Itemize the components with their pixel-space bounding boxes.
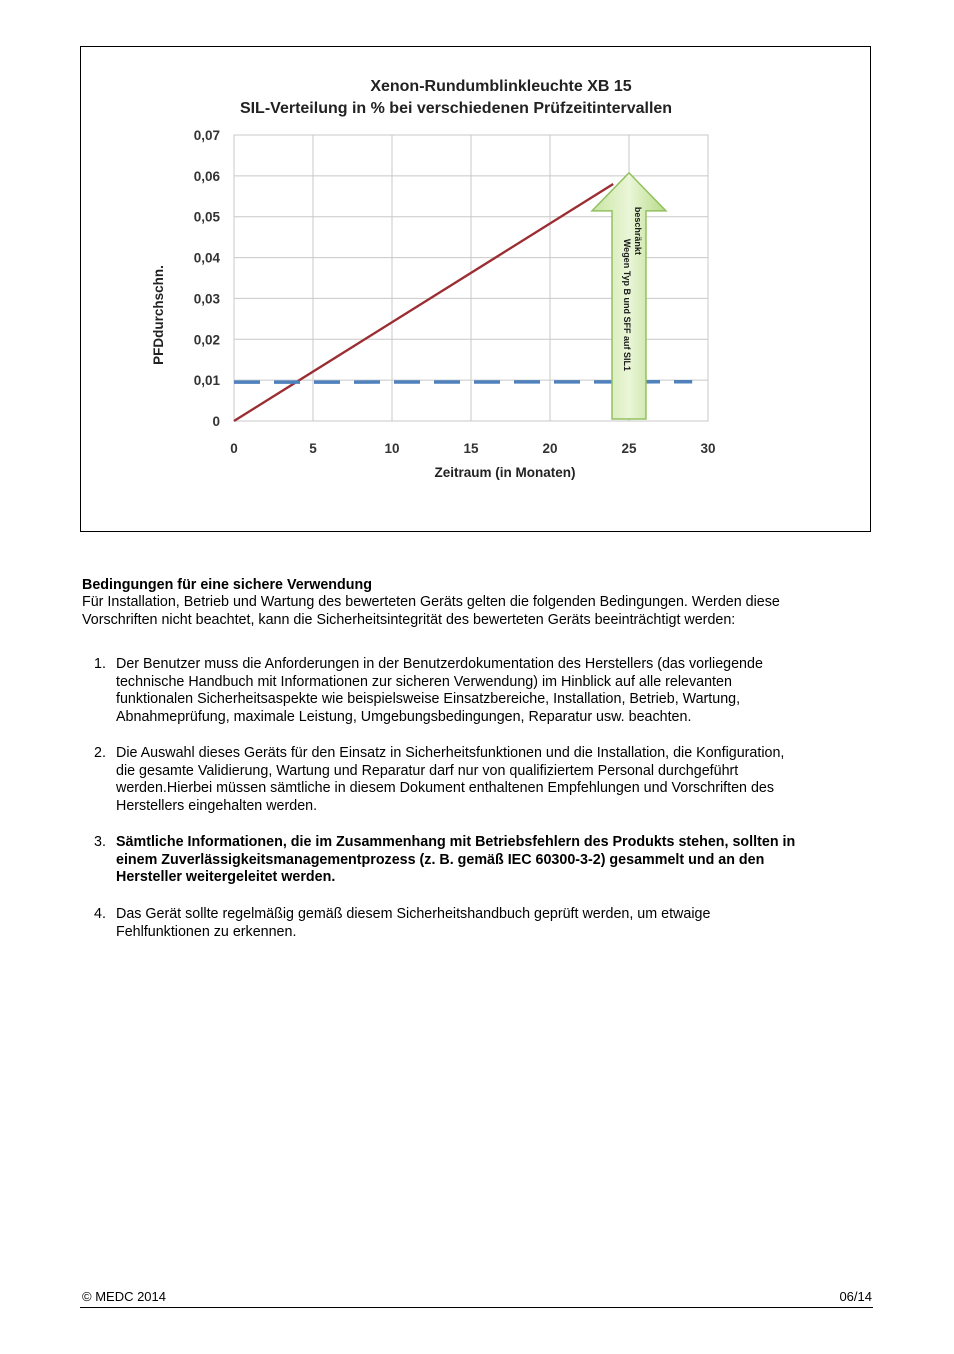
footer-rule xyxy=(80,1307,873,1308)
intro-line: Vorschriften nicht beachtet, kann die Sicherheitsintegrität des bewerteten Geräts beeinträchtigt werden: xyxy=(82,611,736,628)
list-number: 1. xyxy=(94,656,106,672)
list-number: 2. xyxy=(94,745,106,761)
y-tick-label: 0,07 xyxy=(193,128,220,143)
y-tick-label: 0,05 xyxy=(193,209,220,225)
x-tick-label: 5 xyxy=(309,441,317,456)
annotation-text: beschränkt xyxy=(633,206,643,255)
x-tick-label: 15 xyxy=(463,441,479,456)
list-line: technische Handbuch mit Informationen zur sicheren Verwendung) im Hinblick auf alle relevanten xyxy=(116,673,732,690)
y-tick-label: 0,01 xyxy=(193,373,220,389)
list-line: Sämtliche Informationen, die im Zusammenhang mit Betriebsfehlern des Produkts stehen, sollten in xyxy=(116,834,796,850)
list-number: 4. xyxy=(94,906,106,922)
y-tick-label: 0,02 xyxy=(193,332,220,348)
y-tick-label: 0,03 xyxy=(193,291,220,307)
intro-line: Für Installation, Betrieb und Wartung des bewerteten Geräts gelten die folgenden Bedingungen. Werden diese xyxy=(82,594,780,610)
y-tick-label: 0,06 xyxy=(193,168,220,184)
x-axis-label: Zeitraum (in Monaten) xyxy=(434,465,576,480)
x-tick-label: 10 xyxy=(384,441,400,456)
footer-copyright: © MEDC 2014 xyxy=(82,1289,166,1304)
list-line: werden.Hierbei müssen sämtliche in diesem Dokument enthaltenen Empfehlungen und Vorschriften des xyxy=(116,780,775,796)
x-tick-label: 30 xyxy=(700,441,716,456)
list-line: funktionalen Sicherheitsaspekte wie beispielsweise Einsatzbereiche, Installation, Betrieb, Wartung, xyxy=(116,691,741,707)
section-heading: Bedingungen für eine sichere Verwendung xyxy=(82,577,372,593)
x-tick-label: 0 xyxy=(230,441,238,456)
pfd-chart xyxy=(81,47,872,533)
list-line: einem Zuverlässigkeitsmanagementprozess (z. B. gemäß IEC 60300-3-2) gesammelt und an den xyxy=(116,851,765,868)
list-number: 3. xyxy=(94,834,106,850)
list-line: Herstellers eingehalten werden. xyxy=(116,797,318,814)
chart-frame xyxy=(80,46,871,532)
y-tick-label: 0,04 xyxy=(193,250,220,266)
chart-title: Xenon-Rundumblinkleuchte XB 15 xyxy=(370,78,632,95)
list-line: Die Auswahl dieses Geräts für den Einsatz in Sicherheitsfunktionen und die Installation, die Konfiguration, xyxy=(116,745,785,761)
y-axis-label: PFDdurchschn. xyxy=(151,265,166,365)
annotation-text: Wegen Typ B und SFF auf SIL1 xyxy=(622,238,632,372)
chart-subtitle: SIL-Verteilung in % bei verschiedenen Prüfzeitintervallen xyxy=(239,100,673,117)
list-line: Hersteller weitergeleitet werden. xyxy=(116,869,336,885)
list-line: Der Benutzer muss die Anforderungen in der Benutzerdokumentation des Herstellers (das vorliegende xyxy=(116,656,763,672)
footer-date: 06/14 xyxy=(839,1289,872,1304)
list-line: Abnahmeprüfung, maximale Leistung, Umgebungsbedingungen, Reparatur usw. beachten. xyxy=(116,708,692,725)
list-line: die gesamte Validierung, Wartung und Reparatur darf nur von qualifiziertem Personal durchgeführt xyxy=(116,762,739,779)
list-line: Fehlfunktionen zu erkennen. xyxy=(116,923,297,940)
section-intro xyxy=(82,594,842,629)
list-line: Das Gerät sollte regelmäßig gemäß diesem Sicherheitshandbuch geprüft werden, um etwaige xyxy=(116,906,711,922)
x-tick-label: 20 xyxy=(542,441,558,456)
x-tick-label: 25 xyxy=(621,441,637,456)
y-tick-label: 0 xyxy=(212,414,220,429)
